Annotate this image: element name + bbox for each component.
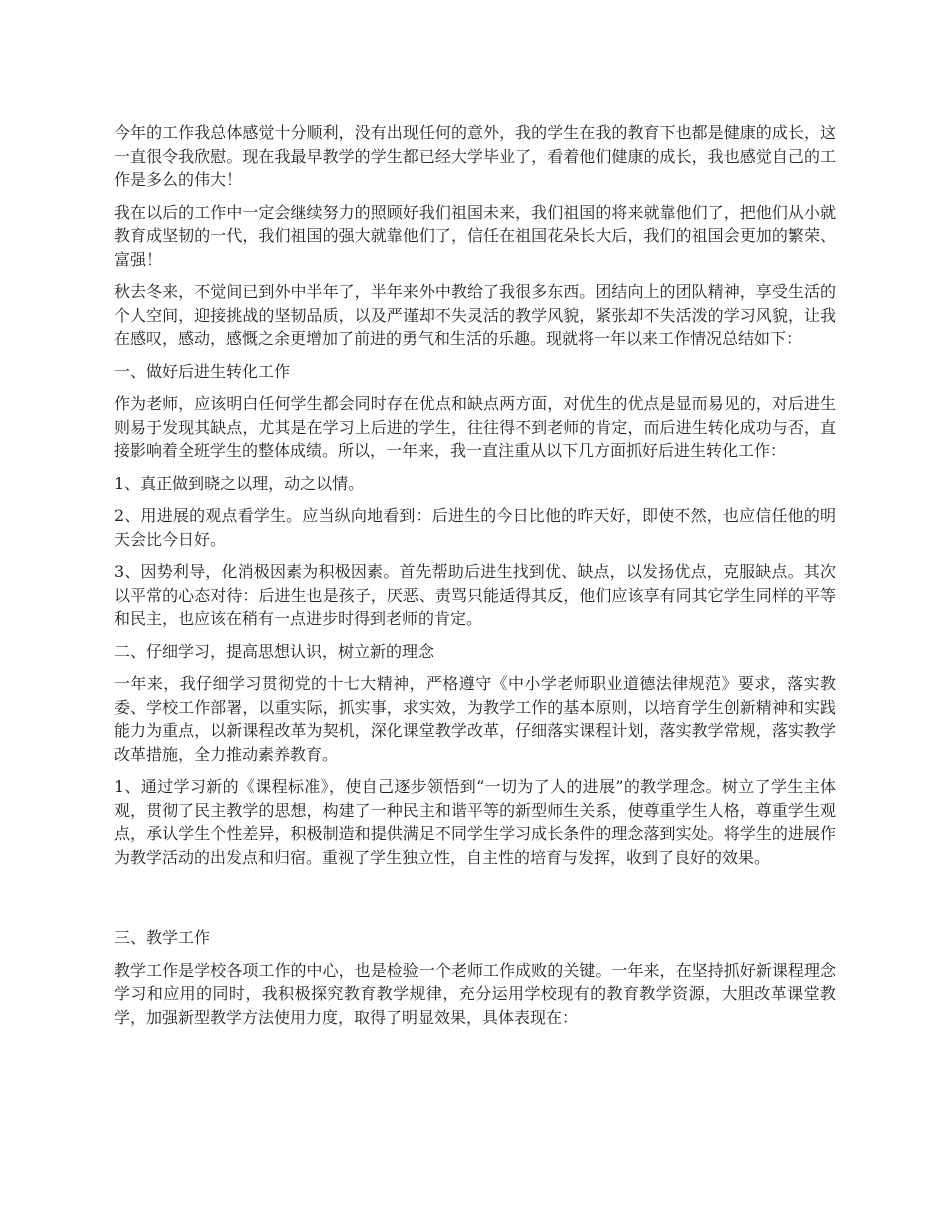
blank-spacer bbox=[114, 878, 836, 926]
paragraph-study: 一年来，我仔细学习贯彻党的十七大精神，严格遵守《中小学老师职业道德法律规范》要求，落实教委、学校工作部署，以重实际，抓实事，求实效，为教学工作的基本原则，以培育学生创新精神和实践能力为重点，以新课程改革为契机，深化课堂教学改革，仔细落实课程计划，落实教学常规，落实教学改革措施，全力推动素养教育。 bbox=[114, 674, 836, 764]
paragraph-teacher-role: 作为老师，应该明白任何学生都会同时存在优点和缺点两方面，对优生的优点是显而易见的，对后进生则易于发现其缺点，尤其是在学习上后进的学生，往往得不到老师的肯定，而后进生转化成功与否，直接影响着全班学生的整体成绩。所以，一年来，我一直注重从以下几方面抓好后进生转化工作： bbox=[114, 394, 836, 460]
paragraph-intro: 今年的工作我总体感觉十分顺利，没有出现任何的意外，我的学生在我的教育下也都是健康的成长，这一直很令我欣慰。现在我最早教学的学生都已经大学毕业了，看着他们健康的成长，我也感觉自己的工作是多么的伟大！ bbox=[114, 123, 836, 189]
paragraph-teaching-work: 教学工作是学校各项工作的中心，也是检验一个老师工作成败的关键。一年来，在坚持抓好新课程理念学习和应用的同时，我积极探究教育教学规律，充分运用学校现有的教育教学资源，大胆改革课堂教学，加强新型教学方法使用力度，取得了明显效果，具体表现在： bbox=[114, 960, 836, 1027]
list-item-3: 3、因势利导，化消极因素为积极因素。首先帮助后进生找到优、缺点，以发扬优点，克服缺点。其次以平常的心态对待：后进生也是孩子，厌恶、责骂只能适得其反，他们应该享有同其它学生同样的平等和民主，也应该在稍有一点进步时得到老师的肯定。 bbox=[114, 562, 836, 628]
paragraph-future: 我在以后的工作中一定会继续努力的照顾好我们祖国未来，我们祖国的将来就靠他们了，把他们从小就教育成坚韧的一代，我们祖国的强大就靠他们了，信任在祖国花朵长大后，我们的祖国会更加的繁荣、富强！ bbox=[114, 202, 836, 269]
list-item-curriculum: 1、通过学习新的《课程标准》，使自己逐步领悟到“一切为了人的进展”的教学理念。树立了学生主体观，贯彻了民主教学的思想，构建了一种民主和谐平等的新型师生关系，使尊重学生人格，尊重学生观点，承认学生个性差异，积极制造和提供满足不同学生学习成长条件的理念落到实处。将学生的进展作为教学活动的出发点和归宿。重视了学生独立性，自主性的培育与发挥，收到了良好的效果。 bbox=[114, 777, 836, 867]
document-body bbox=[114, 121, 836, 1038]
section-heading-3: 三、教学工作 bbox=[114, 928, 211, 947]
list-item-2: 2、用进展的观点看学生。应当纵向地看到：后进生的今日比他的昨天好，即使不然，也应信任他的明天会比今日好。 bbox=[114, 506, 836, 549]
paragraph-autumn: 秋去冬来，不觉间已到外中半年了，半年来外中教给了我很多东西。团结向上的团队精神，享受生活的个人空间，迎接挑战的坚韧品质，以及严谨却不失灵活的教学风貌，紧张却不失活泼的学习风貌，让我在感叹，感动，感慨之余更增加了前进的勇气和生活的乐趣。现就将一年以来工作情况总结如下： bbox=[114, 282, 836, 348]
section-heading-1: 一、做好后进生转化工作 bbox=[114, 361, 291, 381]
section-heading-2: 二、仔细学习，提高思想认识，树立新的理念 bbox=[114, 641, 435, 661]
list-item-1: 1、真正做到晓之以理，动之以情。 bbox=[114, 473, 365, 493]
